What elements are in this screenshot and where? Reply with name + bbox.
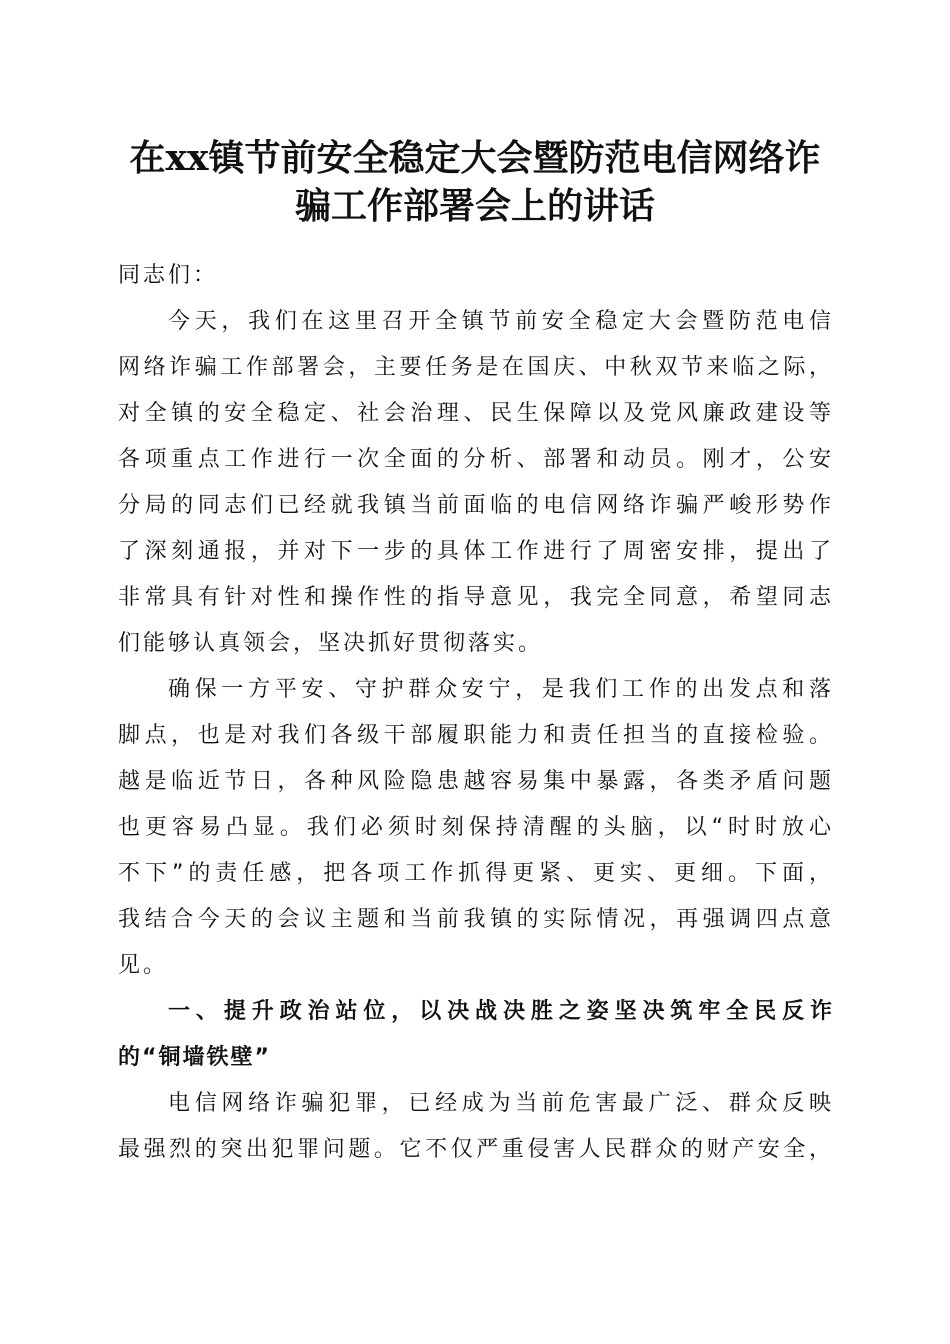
document-body <box>118 253 834 1173</box>
section-heading-line: 的“铜墙铁壁” <box>118 1045 271 1070</box>
paragraph-1 <box>118 299 834 667</box>
section-heading-line: 一、提升政治站位，以决战决胜之姿坚决筑牢全民反诈 <box>168 999 834 1024</box>
section-heading-1 <box>118 989 834 1081</box>
title-line-1: 在xx镇节前安全稳定大会暨防范电信网络诈 <box>129 137 821 179</box>
paragraph-2 <box>118 667 834 989</box>
paragraph-2-line: 我结合今天的会议主题和当前我镇的实际情况，再强调四点意 <box>118 907 834 932</box>
paragraph-3-line: 最强烈的突出犯罪问题。它不仅严重侵害人民群众的财产安全， <box>118 1137 834 1162</box>
paragraph-3 <box>118 1081 834 1173</box>
paragraph-1-line: 分局的同志们已经就我镇当前面临的电信网络诈骗严峻形势作 <box>118 493 834 518</box>
salutation: 同志们： <box>118 263 219 288</box>
paragraph-3-line: 电信网络诈骗犯罪，已经成为当前危害最广泛、群众反映 <box>168 1091 834 1116</box>
paragraph-2-line: 确保一方平安、守护群众安宁，是我们工作的出发点和落 <box>168 677 834 702</box>
paragraph-2-line: 越是临近节日，各种风险隐患越容易集中暴露，各类矛盾问题 <box>118 769 834 794</box>
paragraph-1-line: 网络诈骗工作部署会，主要任务是在国庆、中秋双节来临之际， <box>118 355 834 380</box>
paragraph-2-line: 也更容易凸显。我们必须时刻保持清醒的头脑，以“时时放心 <box>118 815 834 840</box>
paragraph-2-line: 脚点，也是对我们各级干部履职能力和责任担当的直接检验。 <box>118 723 834 748</box>
paragraph-1-line: 们能够认真领会，坚决抓好贯彻落实。 <box>118 631 544 656</box>
paragraph-2-line: 不下”的责任感，把各项工作抓得更紧、更实、更细。下面， <box>118 861 834 886</box>
paragraph-1-line: 对全镇的安全稳定、社会治理、民生保障以及党风廉政建设等 <box>118 401 834 426</box>
paragraph-1-line: 今天，我们在这里召开全镇节前安全稳定大会暨防范电信 <box>168 309 834 334</box>
paragraph-2-line: 见。 <box>118 953 169 978</box>
paragraph-1-line: 非常具有针对性和操作性的指导意见，我完全同意，希望同志 <box>118 585 834 610</box>
paragraph-1-line: 各项重点工作进行一次全面的分析、部署和动员。刚才，公安 <box>118 447 834 472</box>
title-line-2: 骗工作部署会上的讲话 <box>294 185 655 227</box>
document-title <box>110 134 840 230</box>
paragraph-1-line: 了深刻通报，并对下一步的具体工作进行了周密安排，提出了 <box>118 539 834 564</box>
